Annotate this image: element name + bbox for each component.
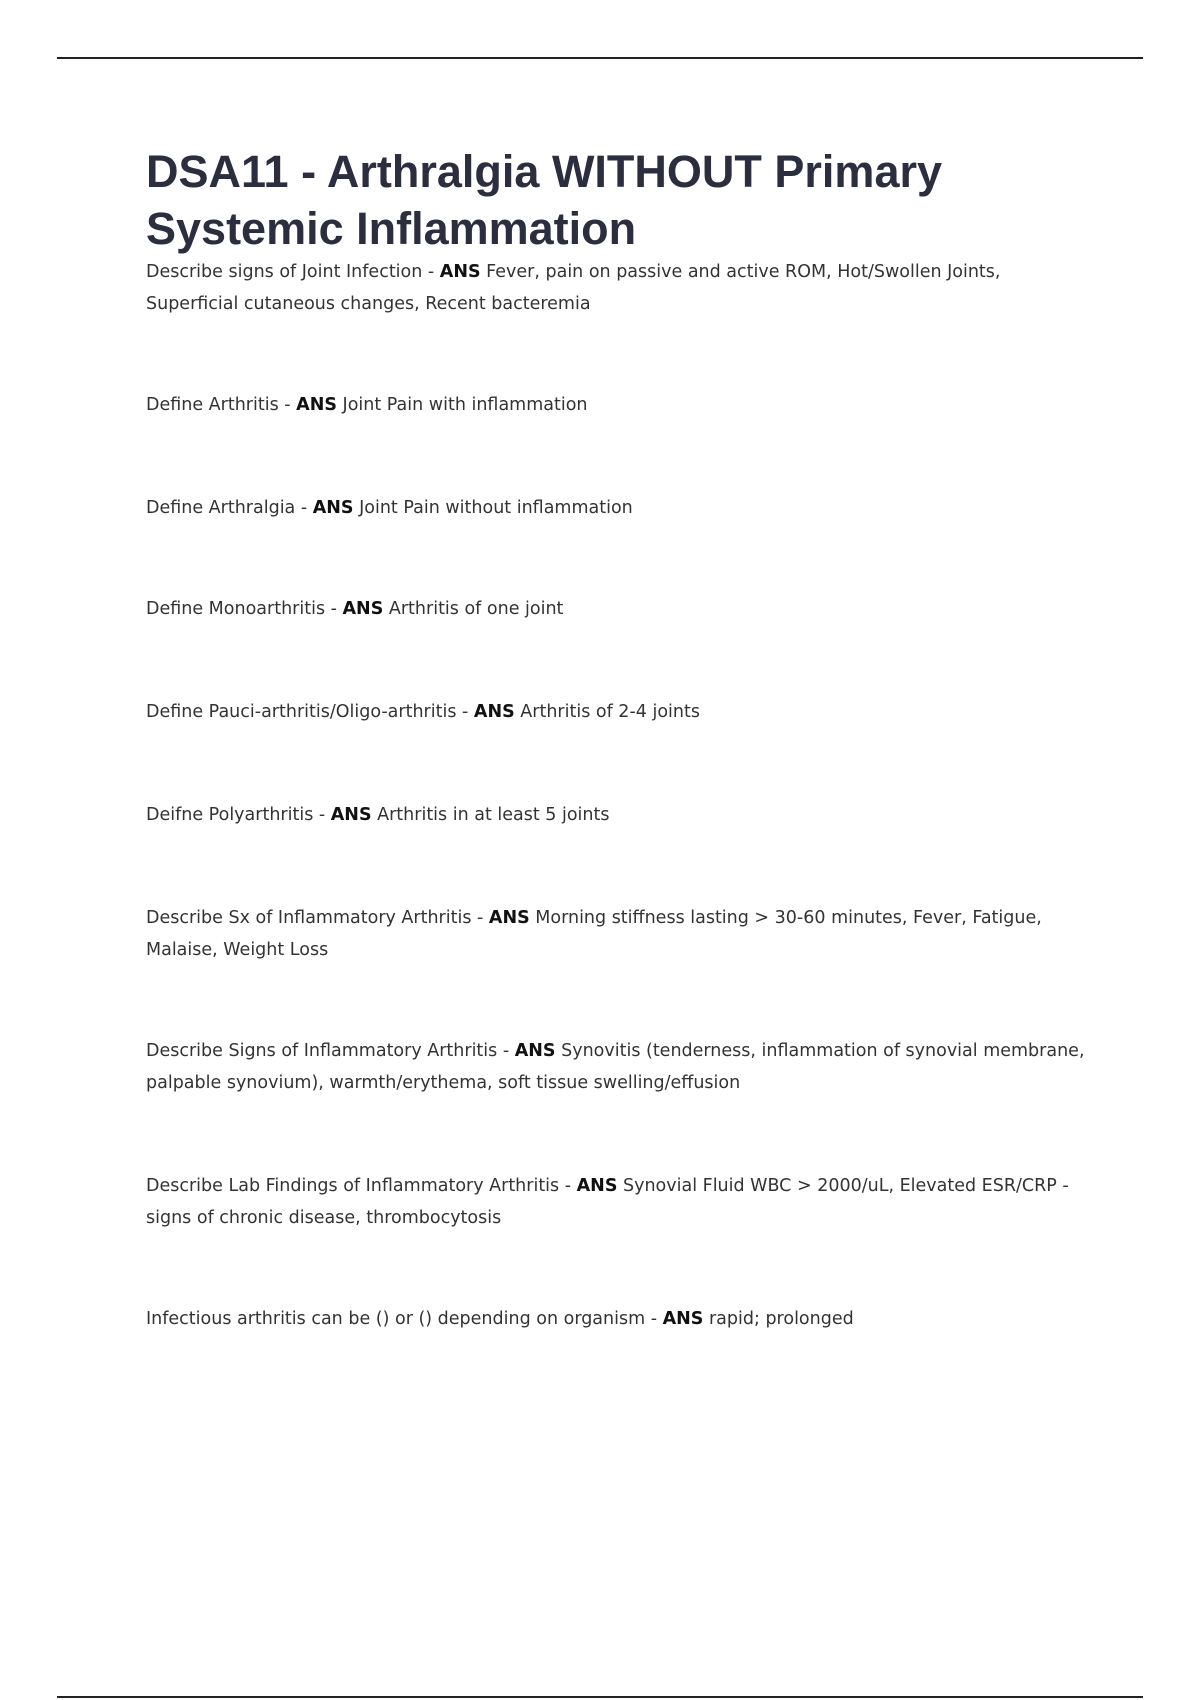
ans-label: ANS — [330, 805, 372, 825]
answer-text: Arthritis of 2-4 joints — [520, 702, 700, 722]
separator: - — [278, 395, 297, 415]
qa-item — [146, 799, 1096, 831]
separator: - — [471, 908, 489, 928]
question-text: Describe signs of Joint Infection — [146, 262, 423, 282]
question-text: Describe Sx of Inflammatory Arthritis — [146, 908, 472, 928]
ans-label: ANS — [576, 1176, 618, 1196]
separator: - — [559, 1176, 577, 1196]
separator: - — [456, 702, 474, 722]
question-text: Describe Lab Findings of Inflammatory Arthritis — [146, 1176, 560, 1196]
separator: - — [295, 498, 313, 518]
question-text: Define Arthritis — [146, 395, 279, 415]
ans-label: ANS — [342, 599, 384, 619]
qa-item — [146, 389, 1096, 421]
answer-text: Arthritis of one joint — [388, 599, 564, 619]
question-text: Define Arthralgia — [146, 498, 296, 518]
qa-item — [146, 1170, 1096, 1234]
separator: - — [313, 805, 331, 825]
answer-text: Fever, pain on passive and active ROM, Hot/Swollen Joints, Superficial cutaneous changes, Recent bacteremia — [146, 262, 1001, 314]
ans-label: ANS — [662, 1309, 704, 1329]
separator: - — [325, 599, 343, 619]
ans-label: ANS — [296, 395, 337, 415]
ans-label: ANS — [312, 498, 354, 518]
separator: - — [422, 262, 440, 282]
answer-text: rapid; prolonged — [708, 1309, 854, 1329]
ans-label: ANS — [514, 1041, 556, 1061]
ans-label: ANS — [473, 702, 515, 722]
question-text: Define Pauci-arthritis/Oligo-arthritis — [146, 702, 457, 722]
answer-text: Arthritis in at least 5 joints — [377, 805, 610, 825]
answer-text: Joint Pain without inflammation — [359, 498, 633, 518]
separator: - — [645, 1309, 663, 1329]
question-text: Infectious arthritis can be () or () depending on organism — [146, 1309, 646, 1329]
qa-item — [146, 1303, 1096, 1335]
top-rule — [57, 57, 1143, 59]
qa-item — [146, 492, 1096, 524]
qa-item — [146, 593, 1096, 625]
answer-text: Synovitis (tenderness, inflammation of synovial membrane, palpable synovium), warmth/erythema, soft tissue swelling/effusion — [146, 1041, 1085, 1093]
separator: - — [497, 1041, 515, 1061]
question-text: Describe Signs of Inflammatory Arthritis — [146, 1041, 498, 1061]
answer-text: Joint Pain with inflammation — [342, 395, 588, 415]
qa-item — [146, 256, 1096, 320]
answer-text: Morning stiffness lasting > 30-60 minutes, Fever, Fatigue, Malaise, Weight Loss — [146, 908, 1042, 960]
ans-label: ANS — [439, 262, 481, 282]
qa-item — [146, 1035, 1096, 1099]
ans-label: ANS — [488, 908, 530, 928]
qa-item — [146, 696, 1096, 728]
document-title: DSA11 - Arthralgia WITHOUT Primary Systemic Inflammation — [146, 146, 943, 254]
question-text: Deifne Polyarthritis — [146, 805, 314, 825]
answer-text: Synovial Fluid WBC > 2000/uL, Elevated ESR/CRP - signs of chronic disease, thrombocytosis — [146, 1176, 1069, 1228]
question-text: Define Monoarthritis — [146, 599, 326, 619]
qa-item — [146, 902, 1096, 966]
bottom-rule — [57, 1696, 1143, 1698]
